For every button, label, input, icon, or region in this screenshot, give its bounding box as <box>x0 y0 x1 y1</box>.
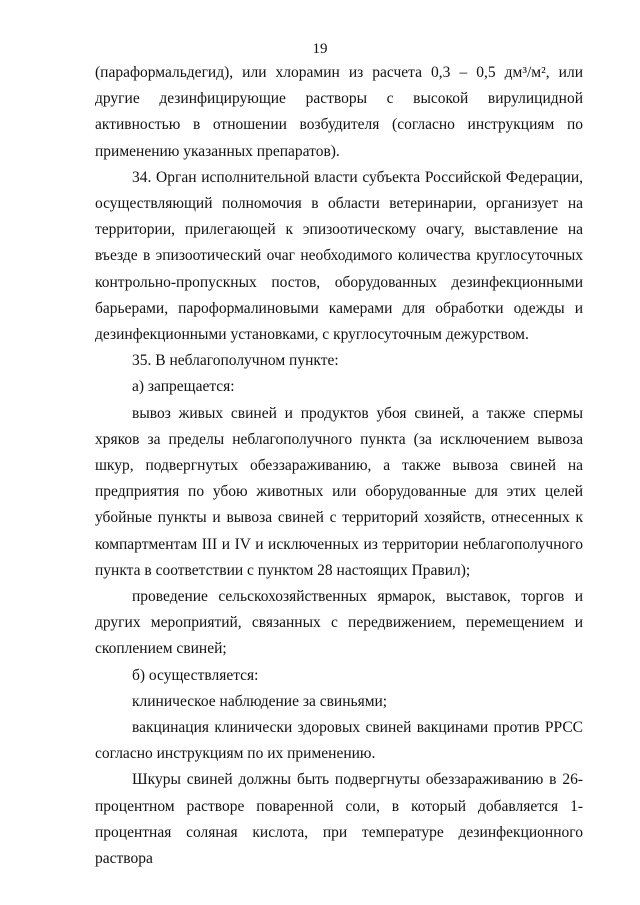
paragraph-35b: б) осуществляется: <box>132 666 259 684</box>
paragraph-35a: а) запрещается: <box>132 378 235 396</box>
paragraph-34: 34. Орган исполнительной власти субъекта Российской Федерации, осуществляющий полномочия в области ветеринарии, организует на территории, прилегающей к эпизоотическому очагу, выставление на въезде в эпизоотический очаг необходимого количества круглосуточных контрольно-пропускных постов, оборудованных дезинфекционными барьерами, пароформалиновыми камерами для обработки одежды и дезинфекционными установками, с круглосуточным дежурством. <box>95 168 583 344</box>
paragraph-35b-item-1: клиническое наблюдение за свиньями; <box>132 692 388 710</box>
document-body <box>95 60 583 872</box>
paragraph-35: 35. В неблагополучном пункте: <box>132 352 339 370</box>
page-number: 19 <box>312 41 328 57</box>
paragraph-35b-item-2: вакцинация клинически здоровых свиней вакцинами против РРСС согласно инструкциям по их применению. <box>95 719 583 763</box>
paragraph-35a-item-1: вывоз живых свиней и продуктов убоя свиней, а также спермы хряков за пределы неблагополучного пункта (за исключением вывоза шкур, подвергнутых обеззараживанию, а также вывоза свиней на предприятия по убою животных или оборудованные для этих целей убойные пункты и вывоза свиней с территорий хозяйств, отнесенных к компартментам III и IV и исключенных из территории неблагополучного пункта в соответствии с пунктом 28 настоящих Правил); <box>95 404 583 579</box>
paragraph-35a-item-2: проведение сельскохозяйственных ярмарок, выставок, торгов и других мероприятий, связанных с передвижением, перемещением и скоплением свиней; <box>95 588 583 658</box>
paragraph-hides: Шкуры свиней должны быть подвергнуты обеззараживанию в 26-процентном растворе поваренной соли, в который добавляется 1-процентная соляная кислота, при температуре дезинфекционного раствора <box>95 771 583 868</box>
paragraph-continuation: (параформальдегид), или хлорамин из расчета 0,3 – 0,5 дм³/м², или другие дезинфицирующие растворы с высокой вирулицидной активностью в отношении возбудителя (согласно инструкциям по применению указанных препаратов). <box>95 64 583 160</box>
